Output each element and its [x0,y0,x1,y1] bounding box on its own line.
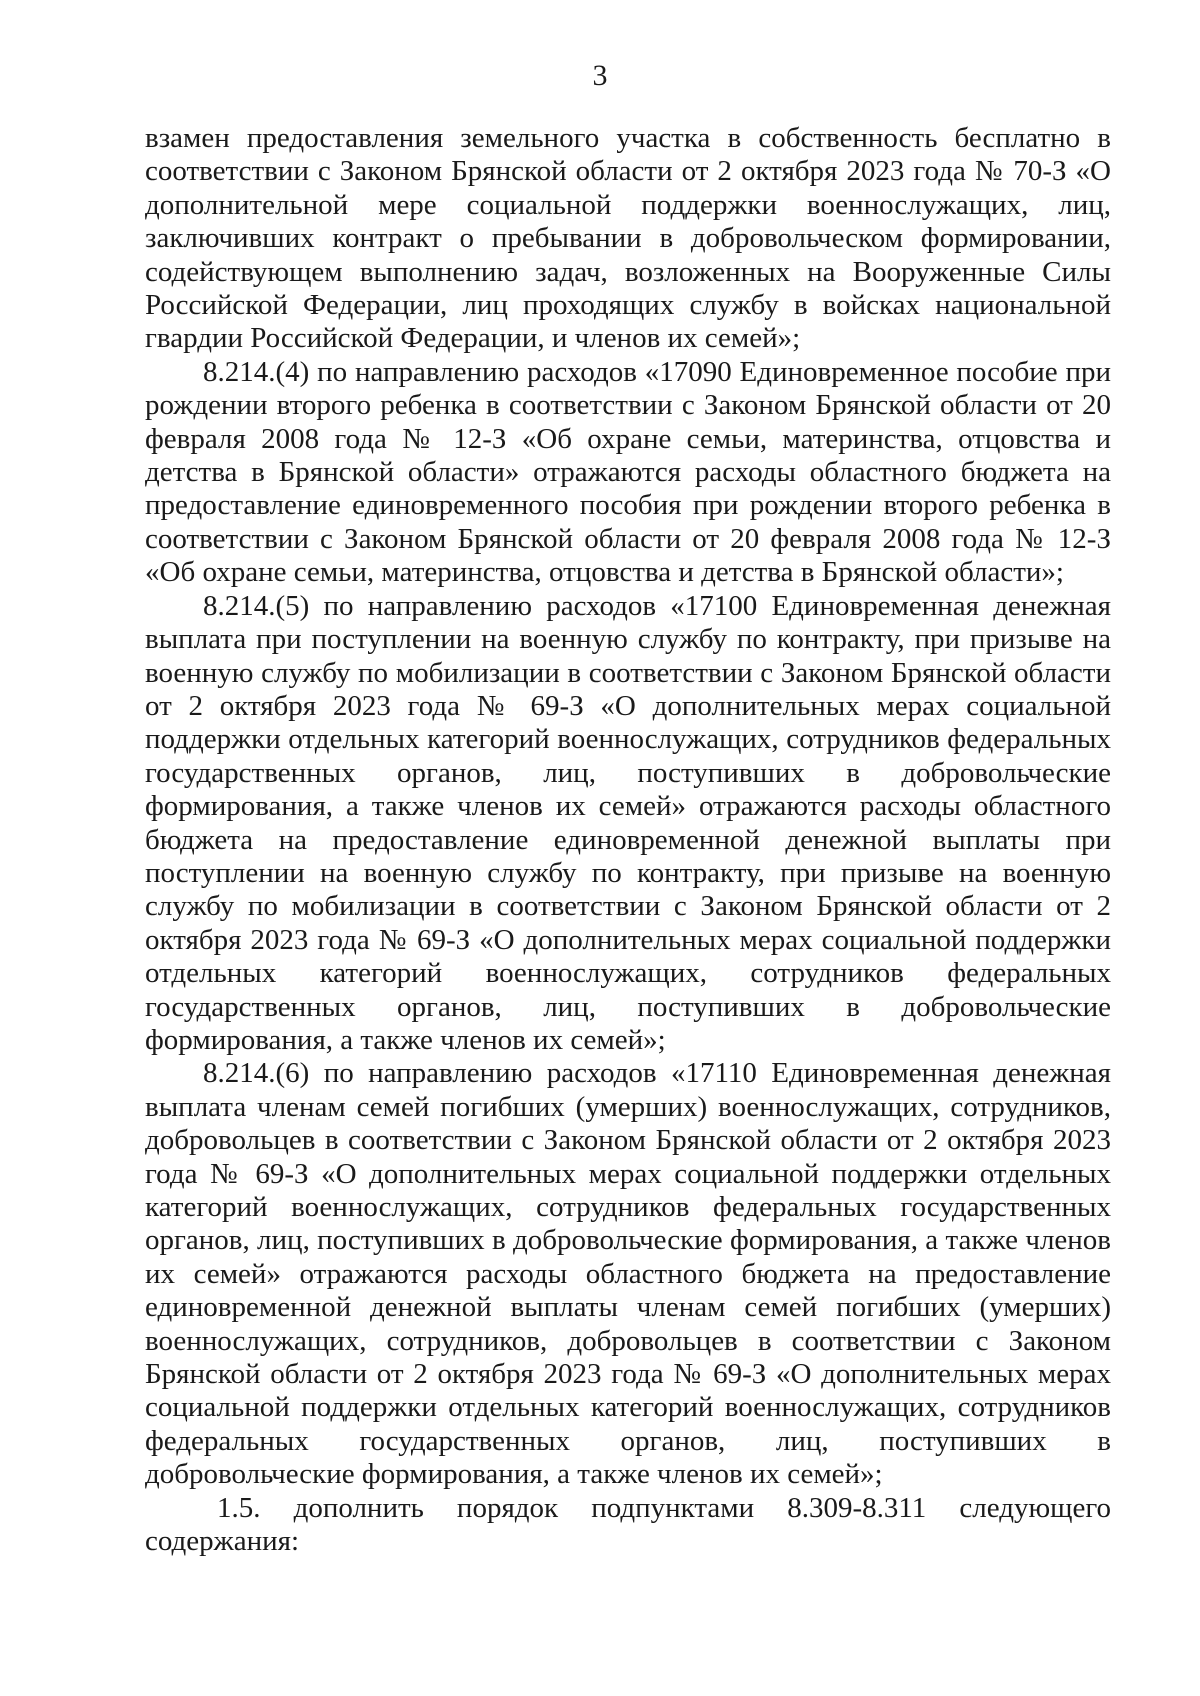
paragraph-8-214-4: 8.214.(4) по направлению расходов «17090 Единовременное пособие при рождении второго ребенка в соответствии с Законом Брянской области от 20 февраля 2008 года № 12-З «Об охране семьи, материнства, отцовства и детства в Брянской области» отражаются расходы областного бюджета на предоставление единовременного пособия при рождении второго ребенка в соответствии с Законом Брянской области от 20 февраля 2008 года № 12-З «Об охране семьи, материнства, отцовства и детства в Брянской области»; [145,355,1111,589]
paragraph-1-5: 1.5. дополнить порядок подпунктами 8.309-8.311 следующего содержания: [145,1491,1111,1558]
paragraph-8-214-6: 8.214.(6) по направлению расходов «17110 Единовременная денежная выплата членам семей погибших (умерших) военнослужащих, сотрудников, добровольцев в соответствии с Законом Брянской области от 2 октября 2023 года № 69-З «О дополнительных мерах социальной поддержки отдельных категорий военнослужащих, сотрудников федеральных государственных органов, лиц, поступивших в добровольческие формирования, а также членов их семей» отражаются расходы областного бюджета на предоставление единовременной денежной выплаты членам семей погибших (умерших) военнослужащих, сотрудников, добровольцев в соответствии с Законом Брянской области от 2 октября 2023 года № 69-З «О дополнительных мерах социальной поддержки отдельных категорий военнослужащих, сотрудников федеральных государственных органов, лиц, поступивших в добровольческие формирования, а также членов их семей»; [145,1057,1111,1491]
paragraph-continuation: взамен предоставления земельного участка в собственность бесплатно в соответствии с Законом Брянской области от 2 октября 2023 года № 70-З «О дополнительной мере социальной поддержки военнослужащих, лиц, заключивших контракт о пребывании в добровольческом формировании, содействующем выполнению задач, возложенных на Вооруженные Силы Российской Федерации, лиц проходящих службу в войсках национальной гвардии Российской Федерации, и членов их семей»; [145,122,1111,355]
paragraph-8-214-5: 8.214.(5) по направлению расходов «17100 Единовременная денежная выплата при поступлении на военную службу по контракту, при призыве на военную службу по мобилизации в соответствии с Законом Брянской области от 2 октября 2023 года № 69-З «О дополнительных мерах социальной поддержки отдельных категорий военнослужащих, сотрудников федеральных государственных органов, лиц, поступивших в добровольческие формирования, а также членов их семей» отражаются расходы областного бюджета на предоставление единовременной денежной выплаты при поступлении на военную службу по контракту, при призыве на военную службу по мобилизации в соответствии с Законом Брянской области от 2 октября 2023 года № 69-З «О дополнительных мерах социальной поддержки отдельных категорий военнослужащих, сотрудников федеральных государственных органов, лиц, поступивших в добровольческие формирования, а также членов их семей»; [145,589,1111,1056]
page-number: 3 [592,59,608,92]
document-body [145,122,1111,1558]
